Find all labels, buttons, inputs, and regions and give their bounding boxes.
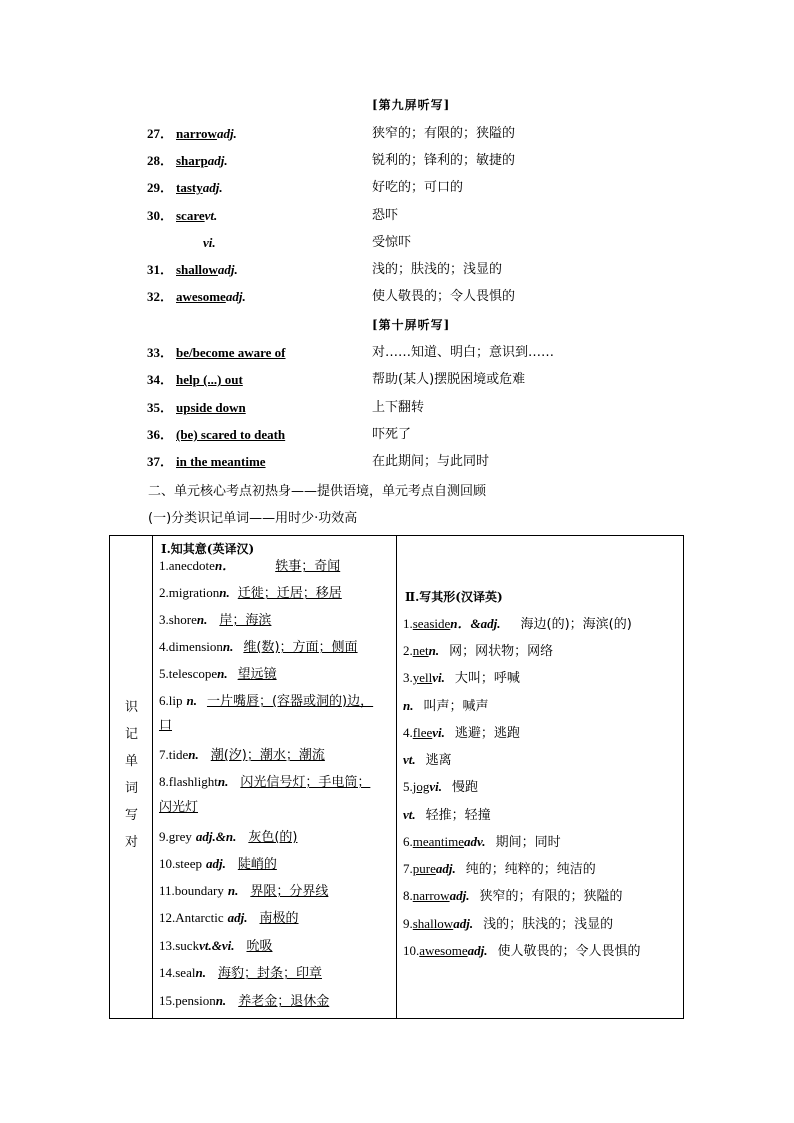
list-item	[159, 772, 370, 793]
vocab-pos: adj.	[225, 289, 246, 304]
list-item	[159, 991, 329, 1012]
subsection-heading: (一)分类识记单词——用时少·功效高	[148, 511, 358, 526]
item-pos: n.	[186, 693, 197, 708]
item-word: 7.tide	[159, 747, 189, 762]
phrase-number: 34．	[147, 372, 174, 387]
vocab-number: 30．	[147, 208, 174, 223]
item-pos: n.	[222, 639, 234, 654]
vocab-row	[0, 287, 794, 307]
vocab-row	[0, 151, 794, 171]
vocab-number: 32．	[147, 289, 174, 304]
vocab-pos: vt.	[204, 208, 218, 223]
vocab-word: scare	[176, 208, 205, 223]
list-item	[403, 777, 478, 798]
item-meaning: 使人敬畏的；令人畏惧的	[497, 944, 641, 959]
phrase-text: be/become aware of	[176, 345, 286, 360]
vocab-word: awesome	[176, 289, 226, 304]
side-label-char: 词	[124, 781, 138, 796]
phrase-number: 37．	[147, 454, 174, 469]
vocab-pos: adj.	[217, 262, 238, 277]
vocab-meaning: 受惊吓	[372, 235, 412, 250]
item-meaning: 南极的	[259, 911, 299, 926]
side-label-char: 写	[124, 808, 138, 823]
item-word: 5.telescope	[159, 666, 218, 681]
item-meaning: 轶事；奇闻	[275, 559, 341, 574]
item-pos: adj.	[227, 910, 248, 925]
item-meaning: 浅的；肤浅的；浅显的	[483, 917, 614, 932]
item-pos: n．&adj.	[450, 616, 501, 631]
list-item	[159, 908, 299, 929]
item-pos: n.	[188, 747, 199, 762]
list-item	[159, 881, 328, 902]
item-pos: vi.	[432, 670, 445, 685]
item-meaning: 界限；分界线	[250, 884, 329, 899]
phrase-text: in the meantime	[176, 454, 266, 469]
item-meaning: 海边(的)；海滨(的)	[520, 617, 632, 632]
vocab-meaning: 狭窄的；有限的；狭隘的	[372, 126, 516, 141]
list-item	[403, 696, 489, 717]
list-item	[159, 556, 340, 577]
vocab-pos: adj.	[216, 126, 237, 141]
item-pos: adj.	[453, 916, 474, 931]
vocab-word: sharp	[176, 153, 208, 168]
phrase-meaning: 吓死了	[372, 427, 412, 442]
item-pos: n.	[219, 585, 230, 600]
list-item-continuation	[159, 798, 198, 818]
phrase-row	[0, 425, 794, 445]
item-meaning: 望远镜	[237, 667, 277, 682]
item-word: 2.migration	[159, 585, 220, 600]
phrase-meaning: 对……知道、明白；意识到……	[372, 345, 555, 360]
list-item	[159, 610, 271, 631]
item-pos: n.	[217, 666, 228, 681]
left-column-title: Ⅰ.知其意(英译汉)	[161, 542, 255, 556]
item-pos: adj.	[467, 943, 488, 958]
list-item	[159, 745, 325, 766]
item-pos: adj.&n.	[195, 829, 237, 844]
item-pos: vt.&vi.	[199, 938, 235, 953]
list-item	[403, 832, 561, 853]
item-meaning: 狭窄的；有限的；狭隘的	[479, 889, 623, 904]
item-word: 11.boundary	[159, 883, 224, 898]
item-pos: n.	[403, 698, 414, 713]
phrase-number: 35．	[147, 400, 174, 415]
phrase-meaning: 在此期间；与此同时	[372, 454, 490, 469]
item-meaning: 灰色(的)	[248, 830, 298, 845]
phrase-row	[0, 343, 794, 363]
item-word: seaside	[412, 616, 451, 631]
item-word: shallow	[412, 916, 454, 931]
item-meaning: 闪光信号灯；手电筒；	[240, 775, 371, 790]
vocab-number: 31．	[147, 262, 174, 277]
item-number: 4.	[403, 725, 413, 740]
vocab-pos: vi.	[203, 235, 216, 250]
phrase-text: (be) scared to death	[176, 427, 286, 442]
vocab-pos: adj.	[207, 153, 228, 168]
list-item	[403, 723, 520, 744]
item-word: flee	[412, 725, 433, 740]
list-item	[403, 941, 641, 962]
section-nine-marker: [第九屏听写]	[372, 98, 451, 112]
list-item	[159, 637, 358, 658]
side-label-char: 记	[124, 727, 138, 742]
list-item	[159, 827, 297, 848]
vocab-meaning: 使人敬畏的；令人畏惧的	[372, 289, 516, 304]
item-number: 5.	[403, 779, 413, 794]
item-pos: vt.	[403, 807, 416, 822]
item-number: 8.	[403, 888, 413, 903]
item-meaning: 一片嘴唇；(容器或洞的)边，	[206, 694, 374, 709]
item-number: 7.	[403, 861, 413, 876]
right-column-title: Ⅱ.写其形(汉译英)	[405, 590, 503, 604]
list-item	[403, 668, 520, 689]
list-item	[403, 914, 613, 935]
item-pos: vi.	[432, 725, 445, 740]
item-word: 6.lip	[159, 693, 183, 708]
vocab-row	[0, 178, 794, 198]
item-pos: vt.	[403, 752, 416, 767]
table-right-column	[397, 536, 683, 1018]
item-word: pure	[412, 861, 436, 876]
side-label-char: 识	[124, 700, 138, 715]
vocab-word: shallow	[176, 262, 218, 277]
item-meaning: 闪光灯	[159, 800, 199, 815]
item-word: 4.dimension	[159, 639, 223, 654]
item-pos: vi.	[429, 779, 443, 794]
phrase-text: upside down	[176, 400, 246, 415]
item-meaning: 叫声；喊声	[423, 699, 489, 714]
vocab-pos: adj.	[202, 180, 223, 195]
list-item	[403, 641, 553, 662]
item-meaning: 养老金；退休金	[238, 994, 330, 1009]
item-meaning: 迁徙；迁居；移居	[237, 586, 342, 601]
table-left-column	[153, 536, 397, 1018]
vocab-meaning: 好吃的；可口的	[372, 180, 464, 195]
item-meaning: 慢跑	[452, 780, 479, 795]
phrase-meaning: 帮助(某人)摆脱困境或危难	[372, 372, 526, 387]
item-pos: adv.	[464, 834, 486, 849]
item-number: 1.	[403, 616, 413, 631]
item-meaning: 口	[159, 718, 173, 733]
phrase-number: 36．	[147, 427, 174, 442]
vocab-row	[0, 124, 794, 144]
item-meaning: 陡峭的	[237, 857, 277, 872]
item-meaning: 逃避；逃跑	[454, 726, 520, 741]
list-item	[403, 614, 632, 635]
list-item	[159, 963, 322, 984]
vocab-meaning: 锐利的；锋利的；敏捷的	[372, 153, 516, 168]
item-pos: adj.	[435, 861, 456, 876]
item-pos: n.	[215, 993, 227, 1008]
item-meaning: 吮吸	[246, 939, 273, 954]
list-item	[159, 936, 273, 957]
item-meaning: 大叫；呼喊	[454, 671, 520, 686]
list-item	[159, 854, 277, 875]
item-meaning: 海豹；封条；印章	[217, 966, 322, 981]
item-meaning: 轻推；轻撞	[425, 808, 491, 823]
vocab-number: 27．	[147, 126, 174, 141]
vocab-word: narrow	[176, 126, 217, 141]
item-number: 3.	[403, 670, 413, 685]
item-meaning: 逃离	[425, 753, 452, 768]
list-item	[159, 583, 342, 604]
phrase-text: help (...) out	[176, 372, 243, 387]
item-meaning: 维(数)；方面；侧面	[243, 640, 358, 655]
item-number: 10.	[403, 943, 420, 958]
item-word: jog	[412, 779, 430, 794]
item-number: 9.	[403, 916, 413, 931]
list-item	[403, 750, 452, 771]
vocab-row	[0, 233, 794, 253]
item-pos: n.	[428, 643, 440, 658]
item-pos: n．	[214, 558, 236, 573]
item-meaning: 潮(汐)；潮水；潮流	[210, 748, 325, 763]
item-word: 8.flashlight	[159, 774, 218, 789]
vocab-meaning: 恐吓	[372, 208, 399, 223]
item-meaning: 网；网状物；网络	[449, 644, 554, 659]
item-word: meantime	[412, 834, 465, 849]
item-meaning: 岸；海滨	[219, 613, 272, 628]
phrase-row	[0, 398, 794, 418]
vocab-number: 29．	[147, 180, 174, 195]
side-label-char: 对	[124, 835, 138, 850]
phrase-row	[0, 370, 794, 390]
list-item-continuation	[159, 716, 172, 736]
vocab-meaning: 浅的；肤浅的；浅显的	[372, 262, 503, 277]
vocab-table	[109, 535, 684, 1019]
item-pos: adj.	[449, 888, 470, 903]
list-item	[403, 805, 491, 826]
item-meaning: 期间；同时	[495, 835, 561, 850]
item-word: 10.steep	[159, 856, 202, 871]
item-word: narrow	[412, 888, 450, 903]
table-side-label	[110, 536, 153, 1018]
item-word: 1.anecdote	[159, 558, 215, 573]
item-number: 6.	[403, 834, 413, 849]
section-heading: 二、单元核心考点初热身——提供语境，单元考点自测回顾	[148, 484, 487, 499]
item-word: awesome	[419, 943, 468, 958]
list-item	[159, 664, 277, 685]
section-ten-marker: [第十屏听写]	[372, 318, 451, 332]
item-pos: n.	[227, 883, 239, 898]
item-word: 14.seal	[159, 965, 196, 980]
vocab-word: tasty	[176, 180, 203, 195]
item-number: 2.	[403, 643, 413, 658]
item-word: 3.shore	[159, 612, 197, 627]
item-pos: n.	[217, 774, 229, 789]
list-item	[403, 886, 622, 907]
item-pos: n.	[196, 612, 208, 627]
list-item	[403, 859, 596, 880]
phrase-number: 33．	[147, 345, 174, 360]
vocab-row	[0, 260, 794, 280]
item-meaning: 纯的；纯粹的；纯洁的	[465, 862, 596, 877]
item-word: 13.suck	[159, 938, 200, 953]
vocab-number: 28．	[147, 153, 174, 168]
list-item	[159, 691, 373, 712]
vocab-row	[0, 206, 794, 226]
item-pos: adj.	[205, 856, 226, 871]
phrase-row	[0, 452, 794, 472]
item-word: 9.grey	[159, 829, 192, 844]
item-word: 12.Antarctic	[159, 910, 224, 925]
side-label-char: 单	[124, 754, 138, 769]
item-pos: n.	[195, 965, 206, 980]
phrase-meaning: 上下翻转	[372, 400, 425, 415]
item-word: yell	[412, 670, 433, 685]
item-word: 15.pension	[159, 993, 216, 1008]
item-word: net	[412, 643, 429, 658]
